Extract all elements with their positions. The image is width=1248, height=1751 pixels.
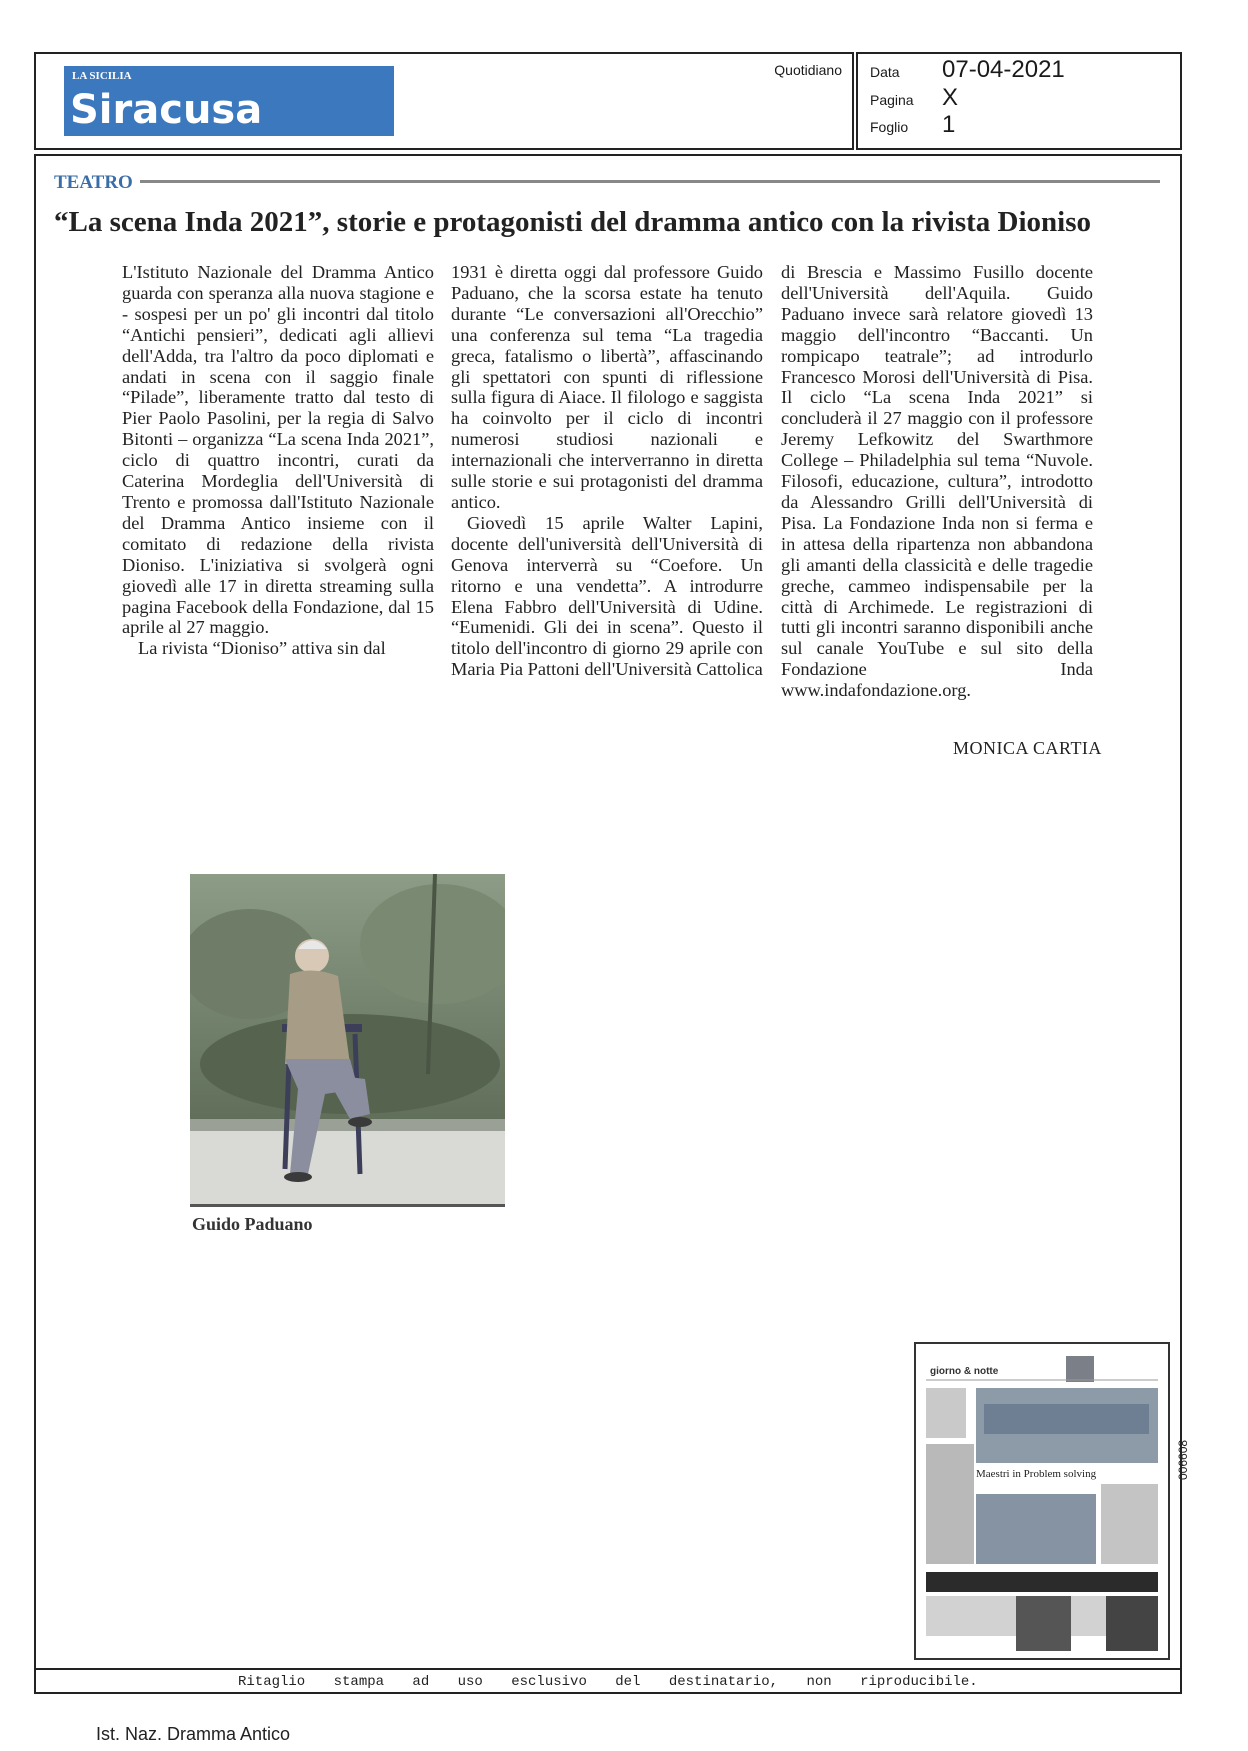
article-column-2 (451, 262, 763, 680)
thumbnail-illustration (916, 1344, 1168, 1658)
meta-label: Data (870, 64, 900, 80)
article-byline: MONICA CARTIA (953, 738, 1102, 758)
publication-type: Quotidiano (774, 62, 842, 78)
publisher-name: Ist. Naz. Dramma Antico (96, 1724, 291, 1744)
clipping-id: 006608 (1176, 1439, 1190, 1480)
meta-value: 07-04-2021 (942, 56, 1065, 83)
section-name: Siracusa (70, 87, 263, 133)
meta-row-page (870, 84, 1170, 110)
paragraph: di Brescia e Massimo Fusillo docente dell'Università dell'Aquila. Guido Paduano invece sarà relatore giovedì 13 maggio dell'incontro “Baccanti. Un rompicapo teatrale”; ad introdurlo Francesco Morosi dell'Università di Pisa. Il ciclo “La scena Inda 2021” si concluderà il 27 maggio con il professore Jeremy Lefkowitz del Swarthmore College – Philadelphia sul tema “Nuvole. Filosofi, educazione, cultura”, introdotto da Alessandro Grilli dell'Università di Pisa. La Fondazione Inda non si ferma e in attesa della ripartenza non abbandona gli amanti della classicità e delle tragedie greche, cammeo indispensabile per la città di Archimede. Le registrazioni di tutti gli incontri saranno disponibili anche sul canale YouTube e sul sito della Fondazione Inda www.indafondazione.org. (781, 262, 1093, 701)
article-headline: “La scena Inda 2021”, storie e protagonisti del dramma antico con la rivista Dioniso (54, 206, 1092, 238)
thumbnail-story-title: Maestri in Problem solving (976, 1468, 1097, 1480)
meta-row-sheet (870, 111, 1170, 137)
meta-label: Pagina (870, 92, 914, 108)
meta-value: 1 (942, 111, 956, 138)
article-column-1 (122, 262, 434, 659)
meta-label: Foglio (870, 119, 909, 135)
paragraph: L'Istituto Nazionale del Dramma Antico guarda con speranza alla nuova stagione e - sospesi per un po' gli incontri dal titolo “Antichi pensieri”, dedicati agli allievi dell'Adda, tra l'altro da poco diplomati e andati in scena con il saggio finale “Pilade”, liberamente tratto dal testo di Pier Paolo Pasolini, per la regia di Salvo Bitonti – organizza “La scena Inda 2021”, ciclo di quattro incontri, curati da Caterina Mordeglia dell'Università di Trento e promossa dall'Istituto Nazionale del Dramma Antico insieme con il comitato di redazione della rivista Dioniso. L'iniziativa si svolgerà ogni giovedì alle 17 in diretta streaming sulla pagina Facebook della Fondazione, dal 15 aprile al 27 maggio. (122, 262, 434, 638)
photo-illustration (190, 874, 505, 1204)
header-left-box (34, 52, 854, 150)
kicker-rule (140, 180, 1160, 183)
paragraph: 1931 è diretta oggi dal professore Guido Paduano, che la scorsa estate ha tenuto durante “Le conversazioni all'Orecchio” una conferenza sul tema “La tragedia greca, fatalismo o libertà”, affascinando gli spettatori con spunti di riflessione sulla figura di Aiace. Il filologo e saggista ha coinvolto per il ciclo di incontri numerosi studiosi nazionali e internazionali che interverranno in diretta sulle storie e sui protagonisti del dramma antico. (451, 262, 763, 512)
page-thumbnail (914, 1342, 1170, 1660)
article-kicker: TEATRO (54, 172, 133, 193)
paragraph: La rivista “Dioniso” attiva sin dal (138, 638, 386, 659)
article-column-3 (781, 262, 1093, 701)
photo-caption: Guido Paduano (192, 1214, 313, 1234)
header-meta-box (856, 52, 1182, 150)
portrait-photo (190, 874, 505, 1207)
meta-value: X (942, 84, 959, 111)
masthead (64, 66, 394, 136)
brand-name: LA SICILIA (72, 70, 132, 82)
meta-row-date (870, 56, 1170, 82)
footer-notice: Ritaglio stampa ad uso esclusivo del destinatario, non riproducibile. (238, 1674, 978, 1690)
thumbnail-section-label: giorno & notte (930, 1366, 999, 1377)
paragraph: Giovedì 15 aprile Walter Lapini, docente dell'università dell'Università di Genova interverrà su “Coefore. Un ritorno e una vendetta”. A introdurre Elena Fabbro dell'Università di Udine. “Eumenidi. Gli dei in scena”. Questo il titolo dell'incontro di giorno 29 aprile con Maria Pia Pattoni dell'Università Cattolica (451, 512, 763, 680)
